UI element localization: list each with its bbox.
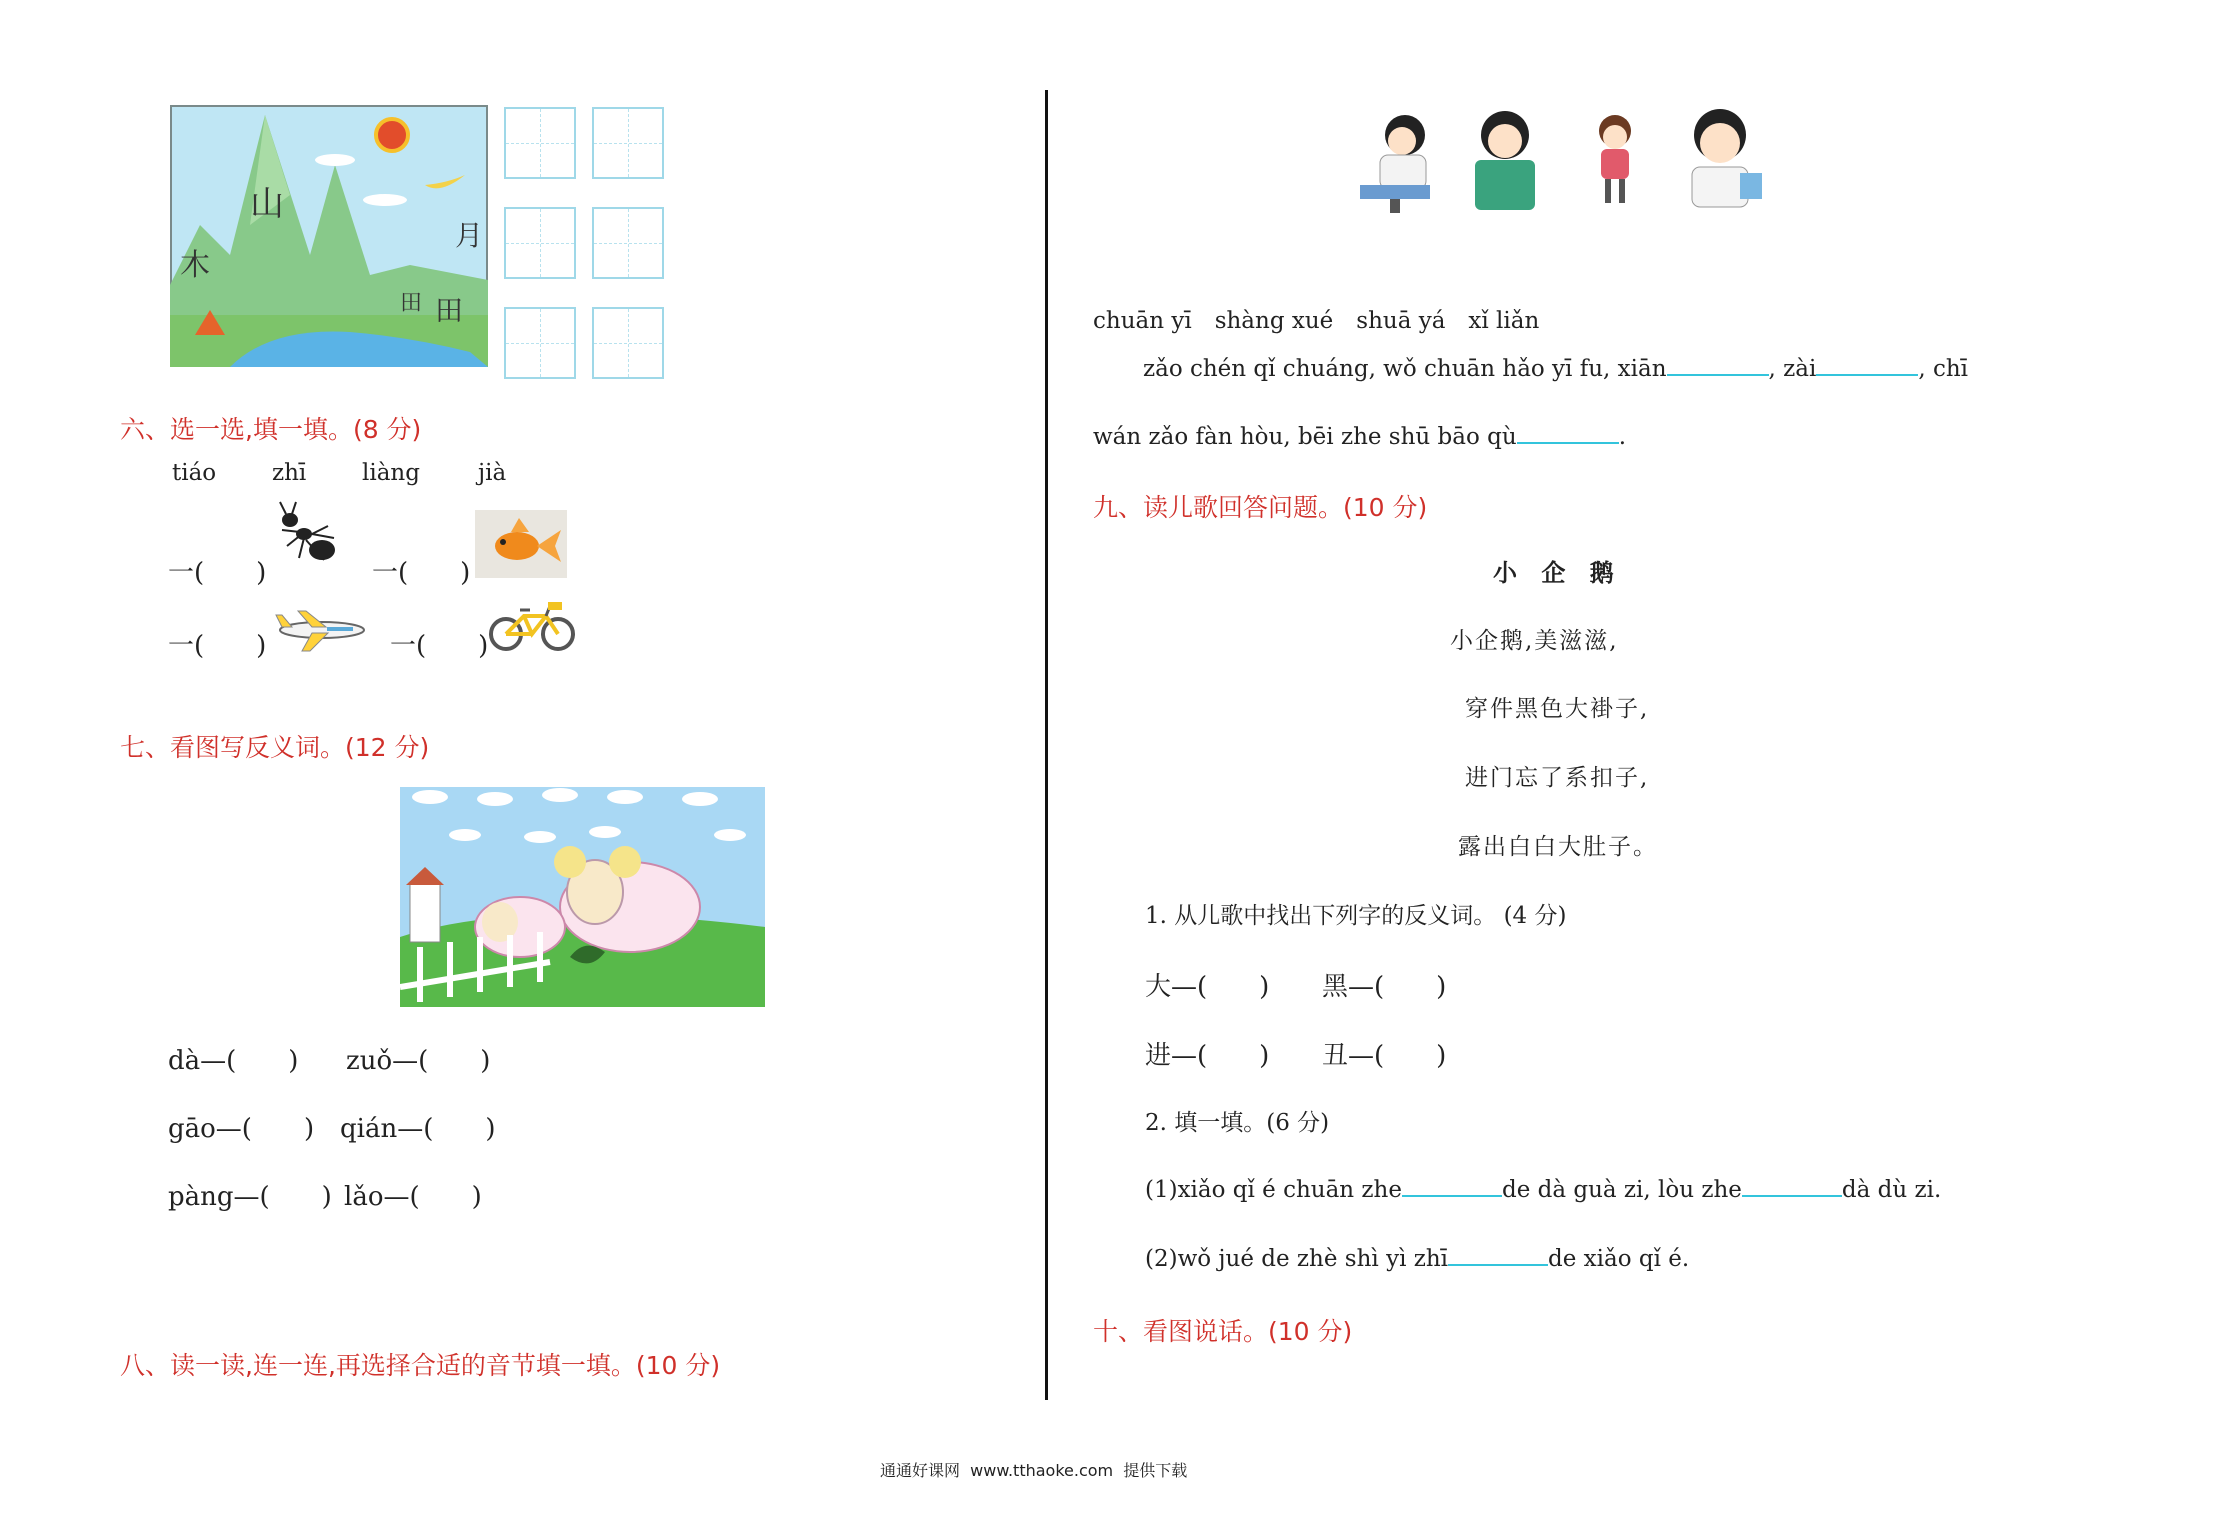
sentence-text: zǎo chén qǐ chuáng, wǒ chuān hǎo yī fu, xiān <box>1143 356 1667 382</box>
column-divider <box>1045 90 1048 1400</box>
antonym-slot[interactable]: 黑—( ) <box>1322 972 1447 1002</box>
writing-grid-cell[interactable] <box>592 107 664 179</box>
sentence-text: de dà guà zi, lòu zhe <box>1501 1177 1742 1203</box>
blank-line[interactable] <box>1667 352 1769 376</box>
poem-line: 露出白白大肚子。 <box>1458 834 1658 860</box>
fill-question-2-1 <box>1145 1173 1941 1203</box>
airplane-image <box>272 605 367 655</box>
poem-title: 小 企 鹅 <box>1493 558 1622 587</box>
fill-question-2-2 <box>1145 1242 1689 1272</box>
antonym-slot[interactable]: qián—( ) <box>340 1114 496 1144</box>
writing-grid-cell[interactable] <box>504 207 576 279</box>
footer-text: 通通好课网 www.tthaoke.com 提供下载 <box>880 1461 1188 1480</box>
poem-line: 小企鹅,美滋滋, <box>1450 628 1619 654</box>
sentence-text: . <box>1618 424 1626 450</box>
section7-title: 七、看图写反义词。(12 分) <box>120 733 430 762</box>
antonym-slot[interactable]: 大—( ) <box>1145 972 1270 1002</box>
sheep-picture <box>400 787 765 1007</box>
svg-text:月: 月 <box>455 219 484 252</box>
blank-line[interactable] <box>1448 1242 1548 1266</box>
writing-grid-cell[interactable] <box>504 307 576 379</box>
fill-sentence-2 <box>1093 420 1626 450</box>
pinyin-choices: chuān yī shàng xué shuā yá xǐ liǎn <box>1093 308 1540 334</box>
antonym-slot[interactable]: lǎo—( ) <box>344 1182 482 1212</box>
landscape-picture <box>170 105 488 367</box>
writing-grid-cell[interactable] <box>592 207 664 279</box>
svg-text:木: 木 <box>180 248 210 283</box>
svg-text:山: 山 <box>250 184 284 224</box>
poem-line: 穿件黑色大褂子, <box>1465 696 1650 722</box>
sentence-text: , zài <box>1768 356 1817 382</box>
sentence-text: (1)xiǎo qǐ é chuān zhe <box>1145 1177 1402 1203</box>
writing-grid-cell[interactable] <box>592 307 664 379</box>
blank-line[interactable] <box>1816 352 1918 376</box>
svg-text:田: 田 <box>400 291 423 316</box>
section9-title: 九、读儿歌回答问题。(10 分) <box>1093 493 1428 522</box>
kids-routine-picture <box>1350 105 1770 217</box>
antonym-slot[interactable]: dà—( ) <box>168 1046 299 1076</box>
answer-slot-fish[interactable]: 一( ) <box>372 558 471 588</box>
antonym-slot[interactable]: 进—( ) <box>1145 1041 1270 1071</box>
section10-title: 十、看图说话。(10 分) <box>1093 1317 1353 1346</box>
antonym-slot[interactable]: 丑—( ) <box>1322 1041 1447 1071</box>
sentence-text: dà dù zi. <box>1841 1177 1942 1203</box>
question-2: 2. 填一填。(6 分) <box>1145 1110 1330 1136</box>
sentence-text: , chī <box>1918 356 1969 382</box>
antonym-slot[interactable]: gāo—( ) <box>168 1114 315 1144</box>
answer-slot-ant[interactable]: 一( ) <box>168 558 267 588</box>
ant-image <box>272 498 347 573</box>
section6-title: 六、选一选,填一填。(8 分) <box>120 415 422 444</box>
pinyin-option: liàng <box>362 460 420 486</box>
blank-line[interactable] <box>1402 1173 1502 1197</box>
blank-line[interactable] <box>1517 420 1619 444</box>
sentence-text: de xiǎo qǐ é. <box>1548 1246 1690 1272</box>
pinyin-option: tiáo <box>172 460 217 486</box>
pinyin-option: zhī <box>272 460 307 486</box>
fill-sentence-1 <box>1143 352 1968 382</box>
pinyin-option: jià <box>478 460 507 486</box>
blank-line[interactable] <box>1742 1173 1842 1197</box>
poem-line: 进门忘了系扣子, <box>1465 765 1650 791</box>
question-1: 1. 从儿歌中找出下列字的反义词。 (4 分) <box>1145 903 1567 929</box>
goldfish-image <box>475 510 567 578</box>
section8-title: 八、读一读,连一连,再选择合适的音节填一填。(10 分) <box>120 1351 721 1380</box>
writing-grid-cell[interactable] <box>504 107 576 179</box>
bicycle-image <box>488 596 576 654</box>
answer-slot-plane[interactable]: 一( ) <box>168 631 267 661</box>
sentence-text: (2)wǒ jué de zhè shì yì zhī <box>1145 1246 1449 1272</box>
answer-slot-bicycle[interactable]: 一( ) <box>390 631 489 661</box>
antonym-slot[interactable]: pàng—( ) <box>168 1182 332 1212</box>
antonym-slot[interactable]: zuǒ—( ) <box>346 1046 491 1076</box>
svg-text:田: 田 <box>435 294 464 327</box>
sentence-text: wán zǎo fàn hòu, bēi zhe shū bāo qù <box>1093 424 1517 450</box>
